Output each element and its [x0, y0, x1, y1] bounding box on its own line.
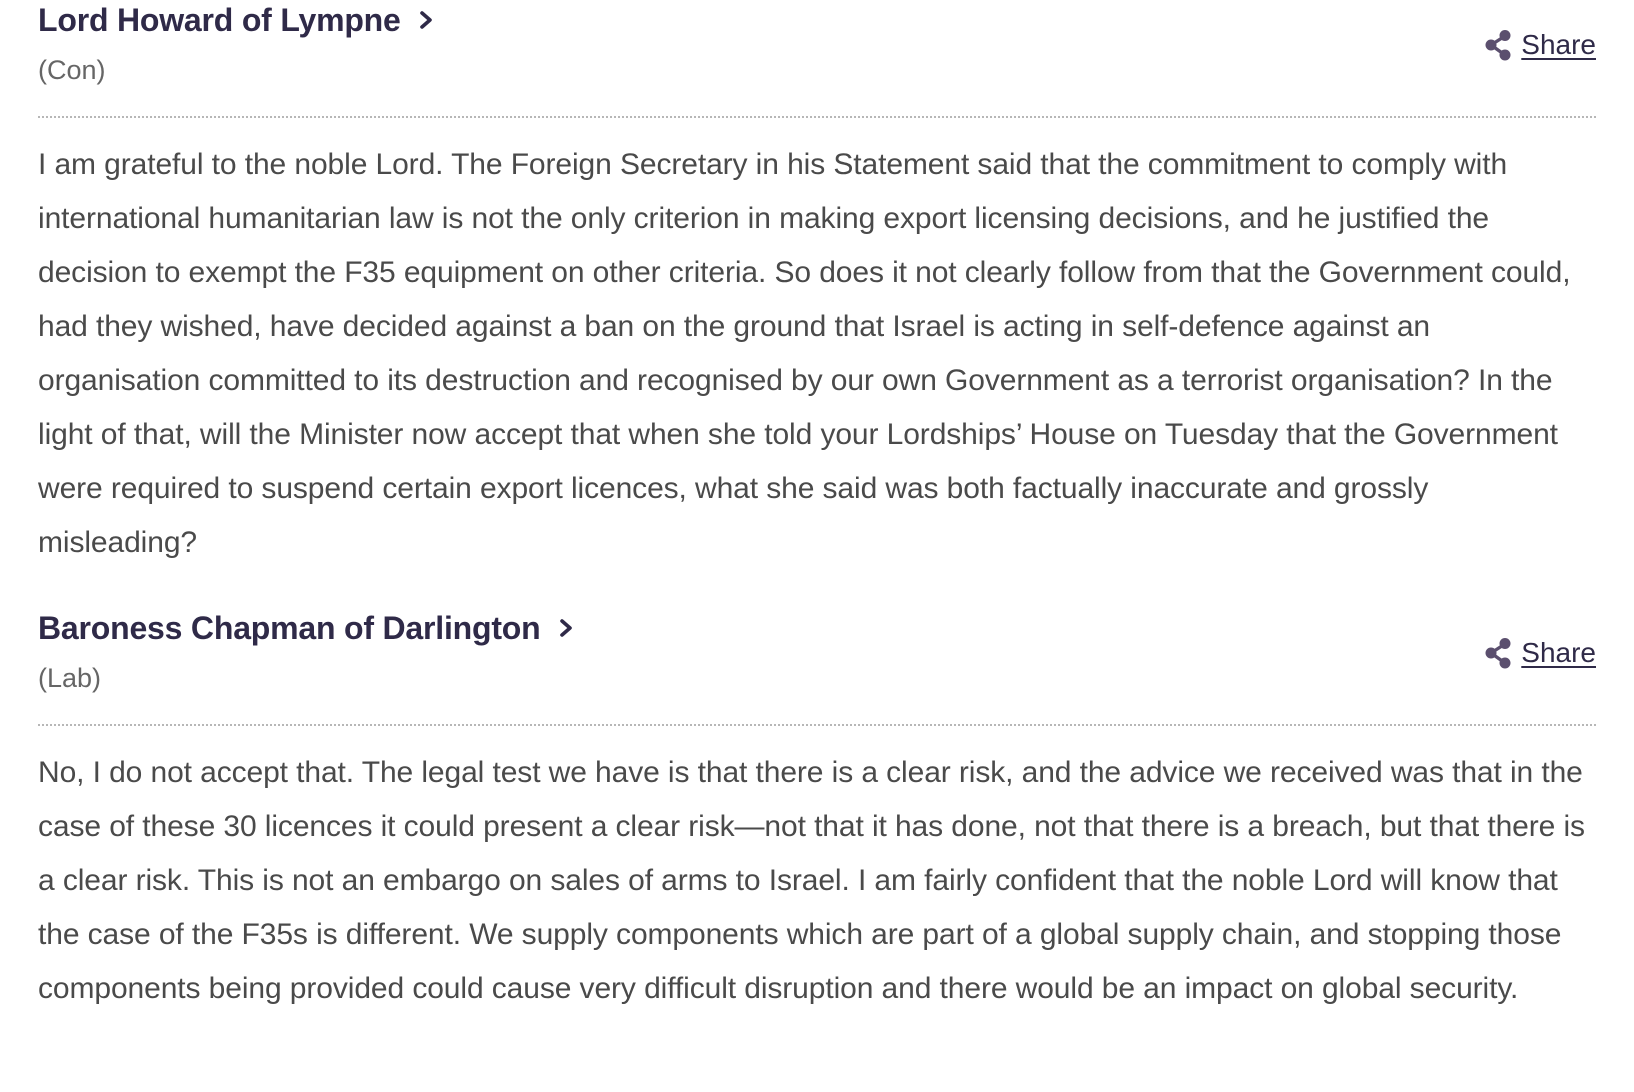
speaker-header — [38, 0, 1596, 118]
speaker-profile-link[interactable] — [38, 0, 441, 40]
share-icon — [1483, 28, 1513, 62]
share-button[interactable] — [1483, 636, 1596, 670]
speech-text: No, I do not accept that. The legal test we have is that there is a clear risk, and the advice we received was that in the case of these 30 licences it could present a clear risk—not that it has done, not that there is a breach, but that there is a clear risk. This is not an embargo on sales of arms to Israel. I am fairly confident that the noble Lord will know that the case of the F35s is different. We supply components which are part of a global supply chain, and stopping those components being provided could cause very difficult disruption and there would be an impact on global security. — [38, 756, 1585, 1005]
chevron-right-icon — [413, 0, 441, 40]
speaker-party: (Con) — [38, 55, 106, 85]
speaker-party: (Lab) — [38, 663, 102, 693]
share-button[interactable] — [1483, 28, 1596, 62]
speaker-profile-link[interactable] — [38, 608, 581, 648]
speech-text: I am grateful to the noble Lord. The Foreign Secretary in his Statement said that the commitment to comply with international humanitarian law is not the only criterion in making export licensing decisions, and he justified the decision to exempt the F35 equipment on other criteria. So does it not clearly follow from that the Government could, had they wished, have decided against a ban on the ground that Israel is acting in self-defence against an organisation committed to its destruction and recognised by our own Government as a terrorist organisation? In the light of that, will the Minister now accept that when she told your Lordships’ House on Tuesday that the Government were required to suspend certain export licences, what she said was both factually inaccurate and grossly misleading? — [38, 148, 1571, 559]
contribution-lord-howard — [38, 0, 1596, 570]
speaker-name: Lord Howard of Lympne — [38, 2, 401, 38]
share-label: Share — [1521, 637, 1596, 668]
speaker-name: Baroness Chapman of Darlington — [38, 610, 541, 646]
share-icon — [1483, 636, 1513, 670]
chevron-right-icon — [553, 608, 581, 648]
share-label: Share — [1521, 29, 1596, 60]
speaker-header — [38, 608, 1596, 726]
contribution-baroness-chapman — [38, 608, 1596, 1016]
